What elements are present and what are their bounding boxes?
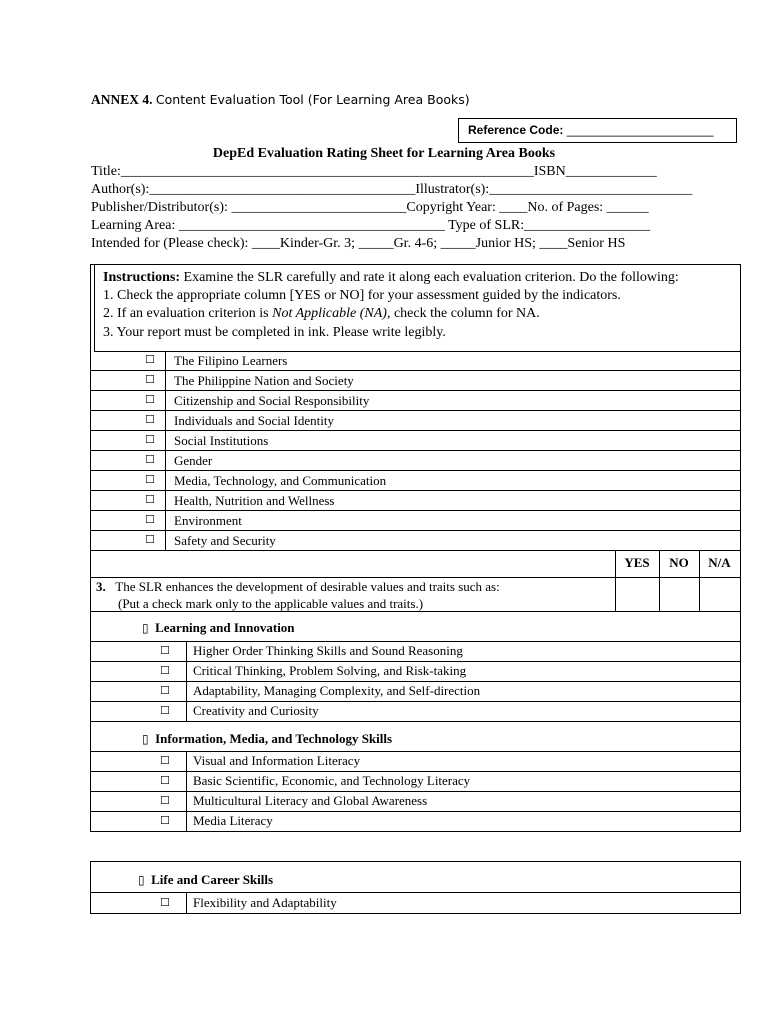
group-title: Learning and Innovation — [155, 620, 295, 635]
instructions-step-2-post: , check the column for NA. — [386, 306, 540, 321]
theme-checkbox: ☐ — [145, 493, 155, 506]
theme-item: Health, Nutrition and Wellness — [174, 493, 335, 508]
skill-checkbox: ☐ — [160, 754, 170, 767]
instructions-step-1: 1. Check the appropriate column [YES or NO] for your assessment guided by the indicators. — [103, 288, 621, 303]
group-title: Information, Media, and Technology Skills — [155, 731, 393, 746]
skill-item: Basic Scientific, Economic, and Technology Literacy — [193, 773, 471, 788]
instructions-intro — [103, 270, 679, 286]
column-header-yes: YES — [624, 555, 650, 570]
theme-item: Gender — [174, 453, 213, 468]
reference-code-label: Reference Code: — [468, 123, 564, 137]
annex-label: ANNEX 4. — [91, 92, 153, 107]
publisher-copyright-line: Publisher/Distributor(s): _________________________Copyright Year: ____No. of Pages: ______ — [91, 200, 649, 215]
skill-item: Higher Order Thinking Skills and Sound Reasoning — [193, 643, 463, 658]
theme-item: Individuals and Social Identity — [174, 413, 334, 428]
theme-checkbox: ☐ — [145, 533, 155, 546]
question-3 — [96, 579, 500, 595]
skill-item: Flexibility and Adaptability — [193, 895, 337, 910]
bullet-icon: ▯ — [142, 621, 149, 635]
reference-code-box — [458, 118, 737, 143]
question-number: 3. — [96, 579, 106, 594]
instructions-text: Examine the SLR carefully and rate it along each evaluation criterion. Do the following: — [180, 270, 679, 285]
theme-item: The Filipino Learners — [174, 353, 288, 368]
skill-checkbox: ☐ — [160, 814, 170, 827]
instructions-step-2-pre: 2. If an evaluation criterion is — [103, 306, 273, 321]
sheet-title: DepEd Evaluation Rating Sheet for Learning Area Books — [212, 146, 556, 161]
skill-checkbox: ☐ — [160, 684, 170, 697]
theme-item: Media, Technology, and Communication — [174, 473, 387, 488]
learning-area-line: Learning Area: ______________________________________ Type of SLR:__________________ — [91, 218, 651, 233]
bullet-icon: ▯ — [138, 873, 145, 887]
annex-heading — [91, 92, 470, 108]
theme-checkbox: ☐ — [145, 473, 155, 486]
skill-checkbox: ☐ — [160, 774, 170, 787]
group-heading — [142, 620, 295, 636]
theme-checkbox: ☐ — [145, 373, 155, 386]
skill-checkbox: ☐ — [160, 704, 170, 717]
question-3-text: The SLR enhances the development of desirable values and traits such as: — [115, 579, 500, 594]
theme-checkbox: ☐ — [145, 453, 155, 466]
title-isbn-line: Title:___________________________________________________________ISBN_____________ — [91, 164, 657, 179]
instructions-step-3: 3. Your report must be completed in ink. Please write legibly. — [103, 325, 446, 340]
instructions-label: Instructions: — [103, 270, 181, 285]
group-heading — [142, 731, 392, 747]
theme-item: The Philippine Nation and Society — [174, 373, 354, 388]
instructions-step-2-em: Not Applicable (NA) — [272, 306, 387, 321]
theme-item: Citizenship and Social Responsibility — [174, 393, 370, 408]
theme-item: Environment — [174, 513, 242, 528]
group-title: Life and Career Skills — [151, 872, 274, 887]
skill-item: Visual and Information Literacy — [193, 753, 361, 768]
skill-item: Media Literacy — [193, 813, 273, 828]
theme-checkbox: ☐ — [145, 413, 155, 426]
author-illustrator-line: Author(s):______________________________________Illustrator(s):_____________________________ — [91, 182, 693, 197]
column-header-no: NO — [669, 555, 689, 570]
group-heading — [138, 872, 273, 888]
intended-for-line: Intended for (Please check): ____Kinder-Gr. 3; _____Gr. 4-6; _____Junior HS; ____Senior HS — [91, 236, 626, 251]
column-header-na: N/A — [708, 555, 731, 570]
skill-checkbox: ☐ — [160, 664, 170, 677]
skill-checkbox: ☐ — [160, 794, 170, 807]
theme-item: Social Institutions — [174, 433, 269, 448]
question-3-note: (Put a check mark only to the applicable values and traits.) — [118, 596, 424, 611]
skill-item: Multicultural Literacy and Global Awareness — [193, 793, 428, 808]
theme-checkbox: ☐ — [145, 353, 155, 366]
skill-checkbox: ☐ — [160, 896, 170, 909]
theme-item: Safety and Security — [174, 533, 276, 548]
skill-checkbox: ☐ — [160, 644, 170, 657]
theme-checkbox: ☐ — [145, 433, 155, 446]
skill-item: Critical Thinking, Problem Solving, and Risk-taking — [193, 663, 467, 678]
annex-title: Content Evaluation Tool (For Learning Area Books) — [155, 92, 470, 107]
reference-code-blank: ______________________ — [566, 123, 714, 137]
skill-item: Adaptability, Managing Complexity, and Self-direction — [193, 683, 481, 698]
theme-checkbox: ☐ — [145, 513, 155, 526]
theme-checkbox: ☐ — [145, 393, 155, 406]
bullet-icon: ▯ — [142, 732, 149, 746]
skill-item: Creativity and Curiosity — [193, 703, 319, 718]
instructions-step-2 — [103, 306, 540, 322]
